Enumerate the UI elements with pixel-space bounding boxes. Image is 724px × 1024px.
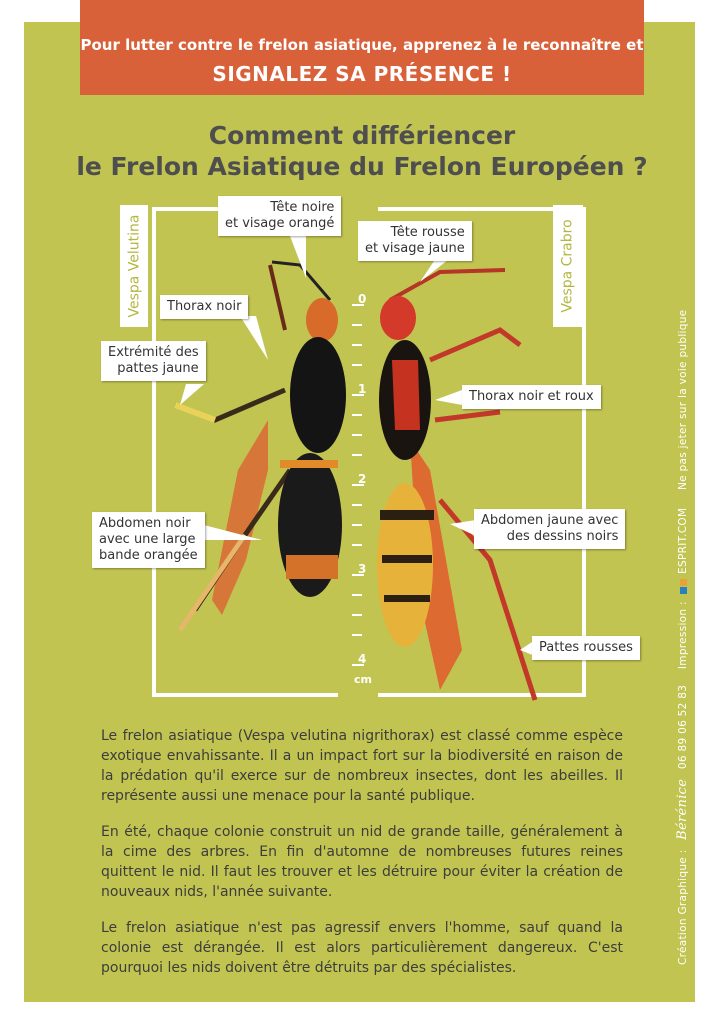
ruler-number-2: 2 — [358, 472, 367, 486]
callout-pattes-rousses: Pattes rousses — [532, 636, 640, 660]
credit-creation: Création Graphique : — [677, 849, 689, 965]
printer-logo-icon — [680, 579, 687, 586]
credit-printer: ESPRIT.COM — [677, 507, 689, 574]
credit-impression: Impression : — [677, 601, 689, 670]
banner-line-2: SIGNALEZ SA PRÉSENCE ! — [212, 62, 512, 86]
printer-logo-icon — [680, 587, 687, 594]
credit-designer: Bérénice — [675, 778, 690, 840]
callout-tete-rousse: Tête rousse et visage jaune — [358, 221, 472, 261]
callout-tete-noire: Tête noire et visage orangé — [218, 196, 341, 236]
ruler-number-1: 1 — [358, 382, 367, 396]
callout-abdomen-noir: Abdomen noir avec une large bande orangée — [92, 512, 205, 568]
ruler-unit: cm — [354, 673, 372, 686]
page-title-line-1: Comment différiencer — [208, 121, 516, 150]
ruler-number-3: 3 — [358, 562, 367, 576]
callout-extremite-pattes: Extrémité des pattes jaune — [101, 341, 206, 381]
paragraph-colony: En été, chaque colonie construit un nid de grande taille, généralement à la cime des arbres. En fin d'automne de nombreuses futures reines quittent le nid. Il faut les trouver et les détruire pour éviter la création de nouveaux nids, l'année suivante. — [101, 824, 623, 900]
callout-abdomen-jaune: Abdomen jaune avec des dessins noirs — [474, 509, 625, 549]
species-label-crabro: Vespa Crabro — [553, 205, 583, 327]
credit-notice: Ne pas jeter sur la voie publique — [677, 309, 689, 491]
species-label-velutina: Vespa Velutina — [120, 205, 148, 327]
ruler-number-0: 0 — [358, 292, 367, 306]
ruler-number-4: 4 — [358, 652, 367, 666]
paragraph-danger: Le frelon asiatique n'est pas agressif envers l'homme, sauf quand la colonie est dérangée. Il est alors particulièrement dangereux. C'est pourquoi les nids doivent être détruits par des spécialistes. — [101, 920, 623, 976]
credit-phone: 06 89 06 52 83 — [677, 684, 689, 770]
callout-thorax-noir: Thorax noir — [160, 295, 248, 319]
credits-sidebar — [675, 310, 690, 965]
paragraph-invasive: Le frelon asiatique (Vespa velutina nigrithorax) est classé comme espèce exotique envahissante. Il a un impact fort sur la biodiversité en raison de la prédation qu'il exerce sur de nombreux insectes, dont les abeilles. Il représente aussi une menace pour la santé publique. — [101, 728, 623, 804]
page-title-line-2: le Frelon Asiatique du Frelon Européen ? — [76, 152, 648, 181]
banner-line-1: Pour lutter contre le frelon asiatique, apprenez à le reconnaître et — [80, 36, 644, 54]
callout-thorax-roux: Thorax noir et roux — [462, 385, 601, 409]
